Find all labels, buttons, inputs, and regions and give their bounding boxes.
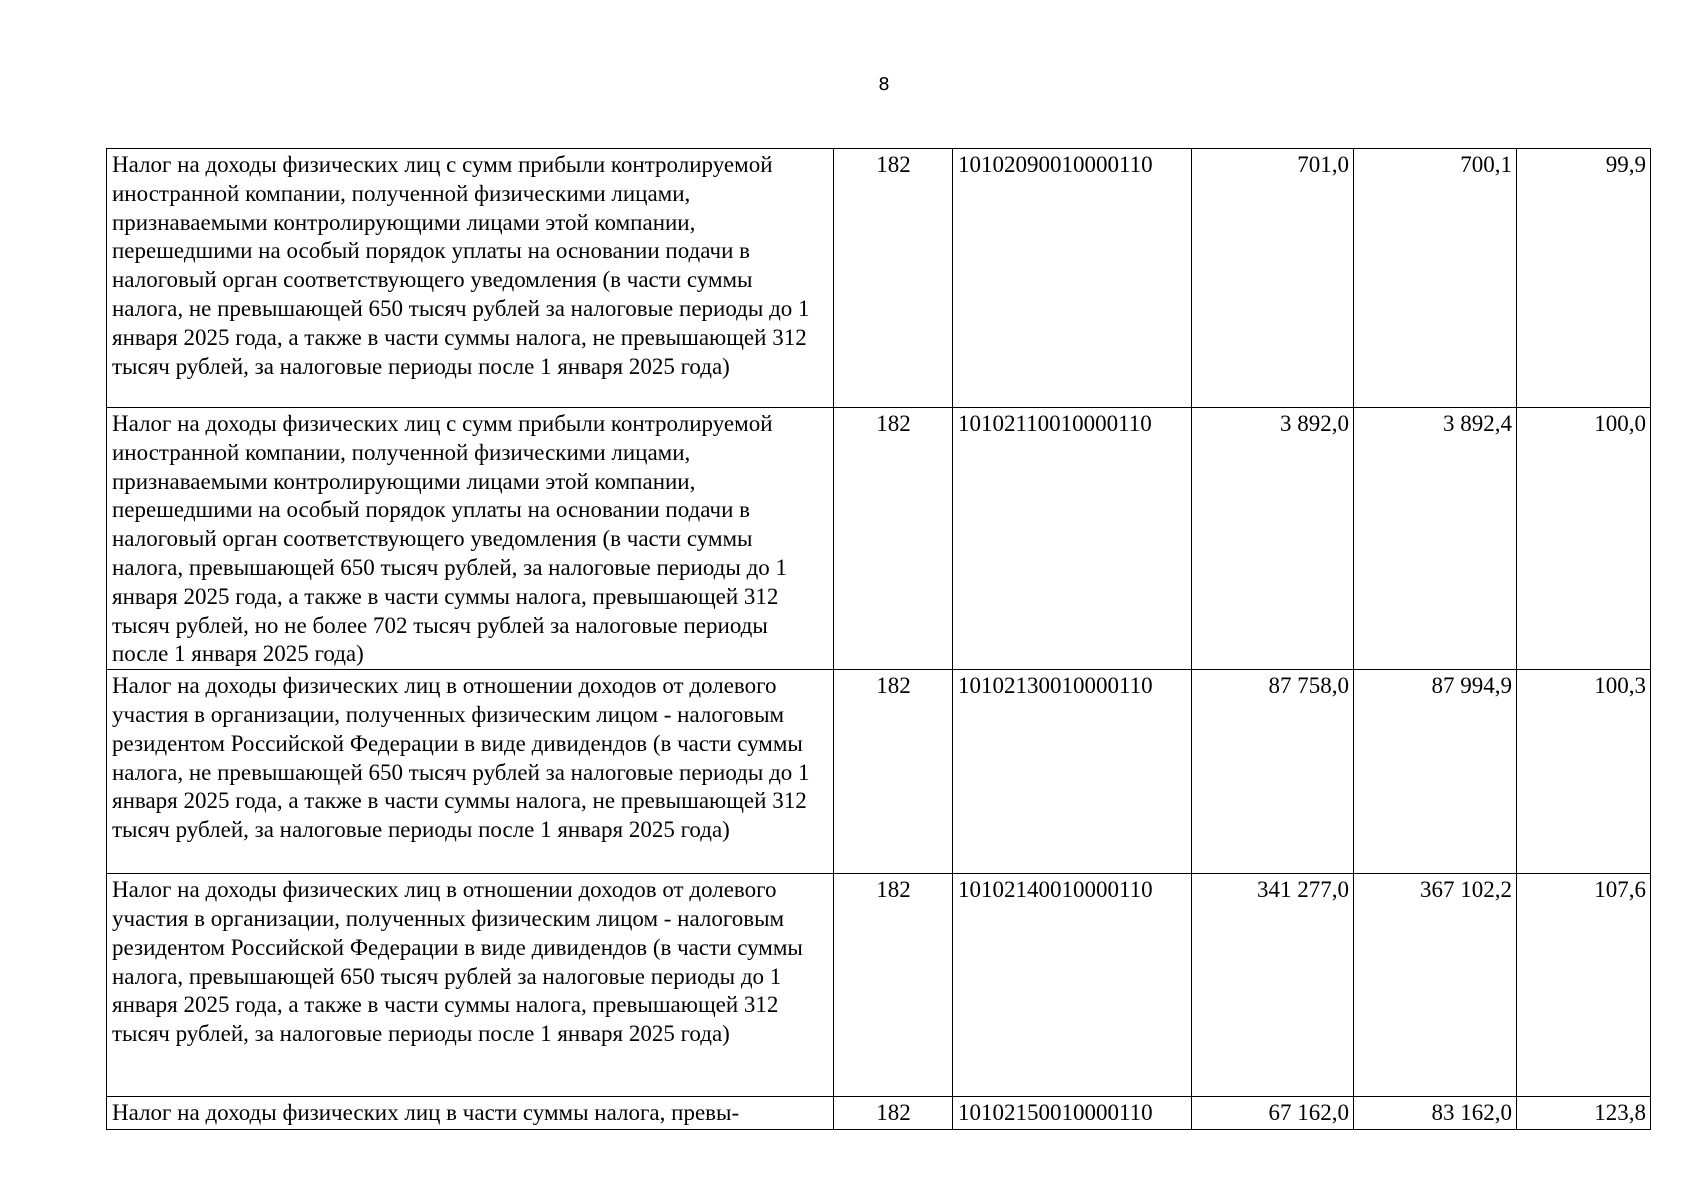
fact-value-cell: 3 892,4 — [1354, 408, 1517, 670]
administrator-code-cell: 182 — [834, 408, 953, 670]
classification-code-cell: 10102090010000110 — [953, 149, 1192, 408]
fact-value-cell: 83 162,0 — [1354, 1097, 1517, 1130]
income-name-cell: Налог на доходы физических лиц в части суммы налога, превы- — [107, 1097, 834, 1130]
administrator-code-cell: 182 — [834, 670, 953, 874]
plan-value-cell: 3 892,0 — [1192, 408, 1354, 670]
table-row — [107, 149, 1651, 408]
table-row — [107, 874, 1651, 1097]
classification-code-cell: 10102110010000110 — [953, 408, 1192, 670]
revenue-table — [106, 148, 1651, 1130]
percent-cell: 100,3 — [1517, 670, 1651, 874]
plan-value-cell: 87 758,0 — [1192, 670, 1354, 874]
administrator-code-cell: 182 — [834, 149, 953, 408]
classification-code-cell: 10102130010000110 — [953, 670, 1192, 874]
table-row — [107, 408, 1651, 670]
percent-cell: 100,0 — [1517, 408, 1651, 670]
fact-value-cell: 87 994,9 — [1354, 670, 1517, 874]
administrator-code-cell: 182 — [834, 1097, 953, 1130]
page-number — [0, 74, 1698, 96]
plan-value-cell: 701,0 — [1192, 149, 1354, 408]
classification-code-cell: 10102150010000110 — [953, 1097, 1192, 1130]
fact-value-cell: 700,1 — [1354, 149, 1517, 408]
percent-cell: 99,9 — [1517, 149, 1651, 408]
table-row — [107, 1097, 1651, 1130]
income-name-cell: Налог на доходы физических лиц в отношении доходов от долевого участия в организации, полученных физическим лицом - налоговым резидентом Российской Федерации в виде дивидендов (в части суммы налога, превышающей 650 тысяч рублей за налоговые периоды до 1 января 2025 года, а также в части суммы налога, превышающей 312 тысяч рублей, за налоговые периоды после 1 января 2025 года) — [107, 874, 834, 1097]
table-row — [107, 670, 1651, 874]
percent-cell: 123,8 — [1517, 1097, 1651, 1130]
percent-cell: 107,6 — [1517, 874, 1651, 1097]
income-name-cell: Налог на доходы физических лиц в отношении доходов от долевого участия в организации, полученных физическим лицом - налоговым резидентом Российской Федерации в виде дивидендов (в части суммы налога, не превышающей 650 тысяч рублей за налоговые периоды до 1 января 2025 года, а также в части суммы налога, не превышающей 312 тысяч рублей, за налоговые периоды после 1 января 2025 года) — [107, 670, 834, 874]
plan-value-cell: 341 277,0 — [1192, 874, 1354, 1097]
page-number-text: 8 — [878, 74, 890, 95]
income-name-cell: Налог на доходы физических лиц с сумм прибыли контролируемой иностранной компании, полученной физическими лицами, признаваемыми контролирующими лицами этой компании, перешедшими на особый порядок уплаты на основании подачи в налоговый орган соответствующего уведомления (в части суммы налога, превышающей 650 тысяч рублей, за налоговые периоды до 1 января 2025 года, а также в части суммы налога, превышающей 312 тысяч рублей, но не более 702 тысяч рублей за налоговые периоды после 1 января 2025 года) — [107, 408, 834, 670]
classification-code-cell: 10102140010000110 — [953, 874, 1192, 1097]
income-name-cell: Налог на доходы физических лиц с сумм прибыли контролируемой иностранной компании, полученной физическими лицами, признаваемыми контролирующими лицами этой компании, перешедшими на особый порядок уплаты на основании подачи в налоговый орган соответствующего уведомления (в части суммы налога, не превышающей 650 тысяч рублей за налоговые периоды до 1 января 2025 года, а также в части суммы налога, не превышающей 312 тысяч рублей, за налоговые периоды после 1 января 2025 года) — [107, 149, 834, 408]
plan-value-cell: 67 162,0 — [1192, 1097, 1354, 1130]
fact-value-cell: 367 102,2 — [1354, 874, 1517, 1097]
administrator-code-cell: 182 — [834, 874, 953, 1097]
